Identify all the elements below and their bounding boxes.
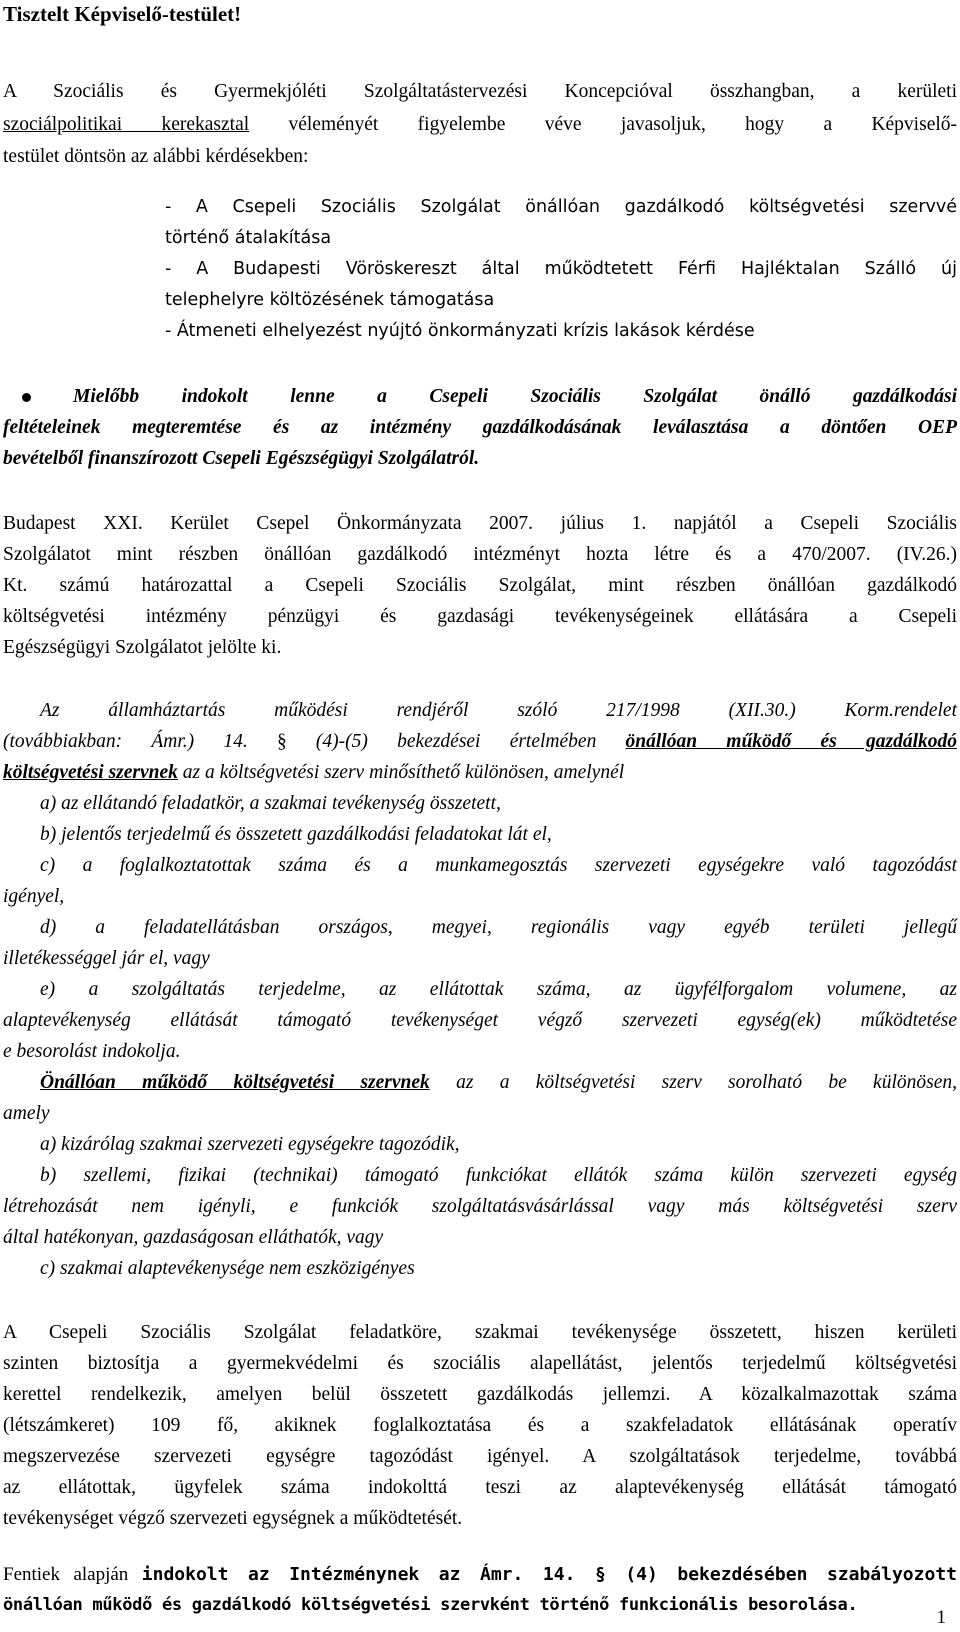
law-line-1: Az államháztartás működési rendjéről szóló 217/1998 (XII.30.) Korm.rendelet <box>40 700 957 721</box>
bullet-para-line-2: feltételeinek megteremtése és az intézmény gazdálkodásának leválasztása a döntően OEP <box>3 417 957 438</box>
para1-line-3: Kt. számú határozattal a Csepeli Szociális Szolgálat, mint részben önállóan gazdálkodó <box>3 575 957 596</box>
topic-1-line-1: - A Csepeli Szociális Szolgálat önállóan gazdálkodó költségvetési szervvé <box>165 197 957 217</box>
law-line-2-start: (továbbiakban: Ámr.) 14. <box>3 731 277 752</box>
law-o-line-1-bold: Önállóan működő költségvetési szervnek <box>40 1072 430 1093</box>
para1-line-5: Egészségügyi Szolgálatot jelölte ki. <box>3 637 282 658</box>
roundtable-text: szociálpolitikai kerekasztal <box>3 114 250 135</box>
topic-1-line-2: történő átalakítása <box>165 228 332 248</box>
law-line-3-rest: az a költségvetési szerv minősíthető különösen, amelynél <box>177 762 625 783</box>
law-item-e-line-1: e) a szolgáltatás terjedelme, az ellátottak száma, az ügyfélforgalom volumene, az <box>40 979 957 1000</box>
para2-line-7: tevékenységet végző szervezeti egységnek a működtetését. <box>3 1508 463 1529</box>
law-item-a: a) az ellátandó feladatkör, a szakmai tevékenység összetett, <box>40 793 501 814</box>
para2-line-4: (létszámkeret) 109 fő, akiknek foglalkoztatása és a szakfeladatok ellátásának operatív <box>3 1415 957 1436</box>
law-line-2-bold: önállóan működő és gazdálkodó <box>625 731 957 752</box>
intro-line-2 <box>3 111 957 139</box>
law-item-e-line-2: alaptevékenység ellátását támogató tevékenységet végző szervezeti egység(ek) működtetése <box>3 1010 957 1031</box>
law-item-d-line-2: illetékességgel jár el, vagy <box>3 948 210 969</box>
page-number: 1 <box>936 1607 946 1628</box>
law-item-d-line-1: d) a feladatellátásban országos, megyei, regionális vagy egyéb területi jellegű <box>40 917 957 938</box>
law-line-3-bold: költségvetési szervnek <box>3 762 178 783</box>
para2-line-5: megszervezése szervezeti egységre tagozódást igényel. A szolgáltatások terjedelme, továbbá <box>3 1446 957 1467</box>
law-o-line-2: amely <box>3 1103 50 1124</box>
page-heading: Tisztelt Képviselő-testület! <box>3 2 242 26</box>
conclusion-line-1 <box>3 1561 957 1589</box>
law-o-item-b-line-2: létrehozását nem igényli, e funkciók szolgáltatásvásárlással vagy más költségvetési szerv <box>3 1196 957 1217</box>
law-o-item-b-line-1: b) szellemi, fizikai (technikai) támogató funkciókat ellátók száma külön szervezeti egység <box>40 1165 957 1186</box>
para2-line-6: az ellátottak, ügyfelek száma indokolttá teszi az alaptevékenység ellátását támogató <box>3 1477 957 1498</box>
bullet-para-line-1: Mielőbb indokolt lenne a Csepeli Szociális Szolgálat önálló gazdálkodási <box>73 386 957 407</box>
bullet-para-line-3: bevételből finanszírozott Csepeli Egészségügyi Szolgálatról. <box>3 448 480 469</box>
para1-line-1: Budapest XXI. Kerület Csepel Önkormányzata 2007. július 1. napjától a Csepeli Szociális <box>3 513 957 534</box>
para2-line-3: kerettel rendelkezik, amelyen belül összetett gazdálkodás jellemzi. A közalkalmazottak száma <box>3 1384 957 1405</box>
intro-line-3: testület döntsön az alábbi kérdésekben: <box>3 146 309 167</box>
law-o-item-b-line-3: által hatékonyan, gazdaságosan elláthatók, vagy <box>3 1227 384 1248</box>
bullet-icon <box>22 393 31 402</box>
para2-line-2: szinten biztosítja a gyermekvédelmi és szociális alapellátást, jelentős terjedelmű költségvetési <box>3 1353 957 1374</box>
conclusion-line-1-start: Fentiek alapján <box>3 1564 142 1585</box>
conclusion-line-1-bold: indokolt az Intézménynek az Ámr. 14. § (4) bekezdésében szabályozott <box>141 1564 957 1585</box>
law-item-c-line-2: igényel, <box>3 886 65 907</box>
para2-line-1: A Csepeli Szociális Szolgálat feladatköre, szakmai tevékenysége összetett, hiszen kerületi <box>3 1322 957 1343</box>
topic-3-line-1: - Átmeneti elhelyezést nyújtó önkormányzati krízis lakások kérdése <box>165 321 755 341</box>
law-line-2 <box>3 728 957 756</box>
para1-line-4: költségvetési intézmény pénzügyi és gazdasági tevékenységeinek ellátására a Csepeli <box>3 606 957 627</box>
law-o-item-a: a) kizárólag szakmai szervezeti egységekre tagozódik, <box>40 1134 460 1155</box>
law-line-2-mid: (4)-(5) bekezdései értelmében <box>286 731 626 752</box>
law-o-line-1 <box>40 1069 957 1097</box>
law-o-item-c: c) szakmai alaptevékenysége nem eszközigényes <box>40 1258 415 1279</box>
law-item-c-line-1: c) a foglalkoztatottak száma és a munkamegosztás szervezeti egységekre való tagozódást <box>40 855 957 876</box>
law-line-3 <box>3 759 957 787</box>
law-item-e-line-3: e besorolást indokolja. <box>3 1041 181 1062</box>
topic-2-line-1: - A Budapesti Vöröskereszt által működtetett Férfi Hajléktalan Szálló új <box>165 259 957 279</box>
para1-line-2: Szolgálatot mint részben önállóan gazdálkodó intézményt hozta létre és a 470/2007. (IV.26.) <box>3 544 957 565</box>
law-item-b: b) jelentős terjedelmű és összetett gazdálkodási feladatokat lát el, <box>40 824 552 845</box>
section-sign: § <box>276 731 287 752</box>
conclusion-line-2: önállóan működő és gazdálkodó költségvetési szervként történő funkcionális besorolása. <box>3 1595 858 1615</box>
intro-line-2-rest: véleményét figyelembe véve javasoljuk, hogy a Képviselő- <box>249 114 958 135</box>
topic-2-line-2: telephelyre költözésének támogatása <box>165 290 495 310</box>
intro-line-1: A Szociális és Gyermekjóléti Szolgáltatástervezési Koncepcióval összhangban, a kerületi <box>3 81 957 102</box>
law-o-line-1-rest: az a költségvetési szerv sorolható be különösen, <box>429 1072 957 1093</box>
